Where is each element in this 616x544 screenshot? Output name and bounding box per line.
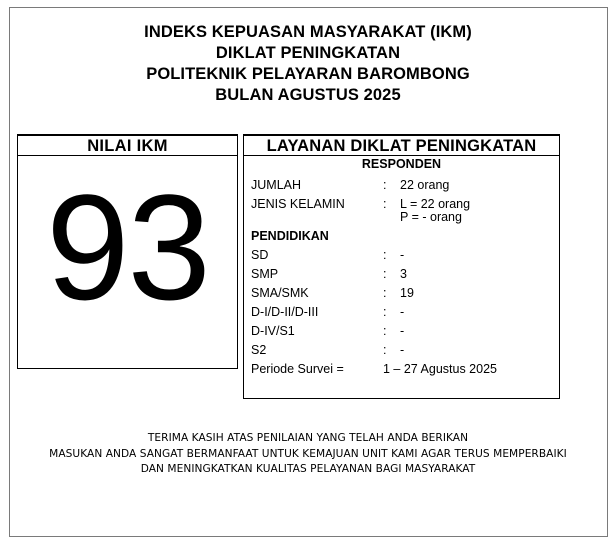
education-header-label: PENDIDIKAN — [251, 229, 329, 243]
footer-line-1: TERIMA KASIH ATAS PENILAIAN YANG TELAH ANDA BERIKAN — [147, 432, 469, 444]
education-value: - — [400, 248, 405, 262]
education-label: SMP — [251, 267, 279, 281]
period-value: 1 – 27 Agustus 2025 — [383, 362, 497, 376]
ikm-score-header: NILAI IKM — [18, 136, 237, 156]
education-header — [251, 226, 557, 246]
row-gender — [251, 195, 557, 226]
document-title — [0, 22, 616, 106]
service-header: LAYANAN DIKLAT PENINGKATAN — [244, 136, 559, 156]
education-label: SMA/SMK — [251, 286, 309, 300]
gender-male-value: L = 22 orang — [400, 197, 471, 211]
colon: : — [383, 286, 387, 300]
title-line-4: BULAN AGUSTUS 2025 — [215, 86, 401, 104]
education-label: SD — [251, 248, 269, 262]
row-education-smp — [251, 265, 557, 284]
title-line-2: DIKLAT PENINGKATAN — [215, 44, 401, 62]
footer-line-2: MASUKAN ANDA SANGAT BERMANFAAT UNTUK KEMAJUAN UNIT KAMI AGAR TERUS MEMPERBAIKI — [49, 447, 567, 460]
education-label: D-I/D-II/D-III — [251, 305, 319, 319]
row-education-sd — [251, 246, 557, 265]
education-value: - — [400, 324, 405, 338]
footer-line-3: DAN MENINGKATKAN KUALITAS PELAYANAN BAGI MASYARAKAT — [140, 463, 476, 475]
title-line-1: INDEKS KEPUASAN MASYARAKAT (IKM) — [144, 23, 472, 41]
education-label: S2 — [251, 343, 267, 357]
education-value: 3 — [400, 267, 407, 281]
row-education-diploma — [251, 303, 557, 322]
education-value: - — [400, 305, 405, 319]
education-value: - — [400, 343, 405, 357]
row-education-s2 — [251, 341, 557, 360]
colon: : — [383, 197, 387, 211]
row-period — [251, 360, 557, 379]
service-info-box — [243, 134, 560, 399]
title-line-3: POLITEKNIK PELAYARAN BAROMBONG — [146, 65, 470, 83]
gender-label: JENIS KELAMIN — [251, 197, 345, 211]
row-jumlah — [251, 176, 557, 195]
ikm-score-box — [17, 134, 238, 369]
colon: : — [383, 248, 387, 262]
colon: : — [383, 305, 387, 319]
education-value: 19 — [400, 286, 414, 300]
jumlah-label: JUMLAH — [251, 178, 302, 192]
colon: : — [383, 267, 387, 281]
colon: : — [383, 324, 387, 338]
ikm-score-value: 93 — [46, 163, 209, 331]
jumlah-value: 22 orang — [400, 178, 450, 192]
colon: : — [383, 178, 387, 192]
period-label: Periode Survei = — [251, 362, 344, 376]
respondent-subheader: RESPONDEN — [361, 157, 442, 171]
education-label: D-IV/S1 — [251, 324, 295, 338]
row-education-s1 — [251, 322, 557, 341]
thank-you-note — [0, 431, 616, 478]
colon: : — [383, 343, 387, 357]
respondent-details — [251, 176, 557, 379]
row-education-sma — [251, 284, 557, 303]
gender-female-value: P = - orang — [400, 210, 462, 224]
